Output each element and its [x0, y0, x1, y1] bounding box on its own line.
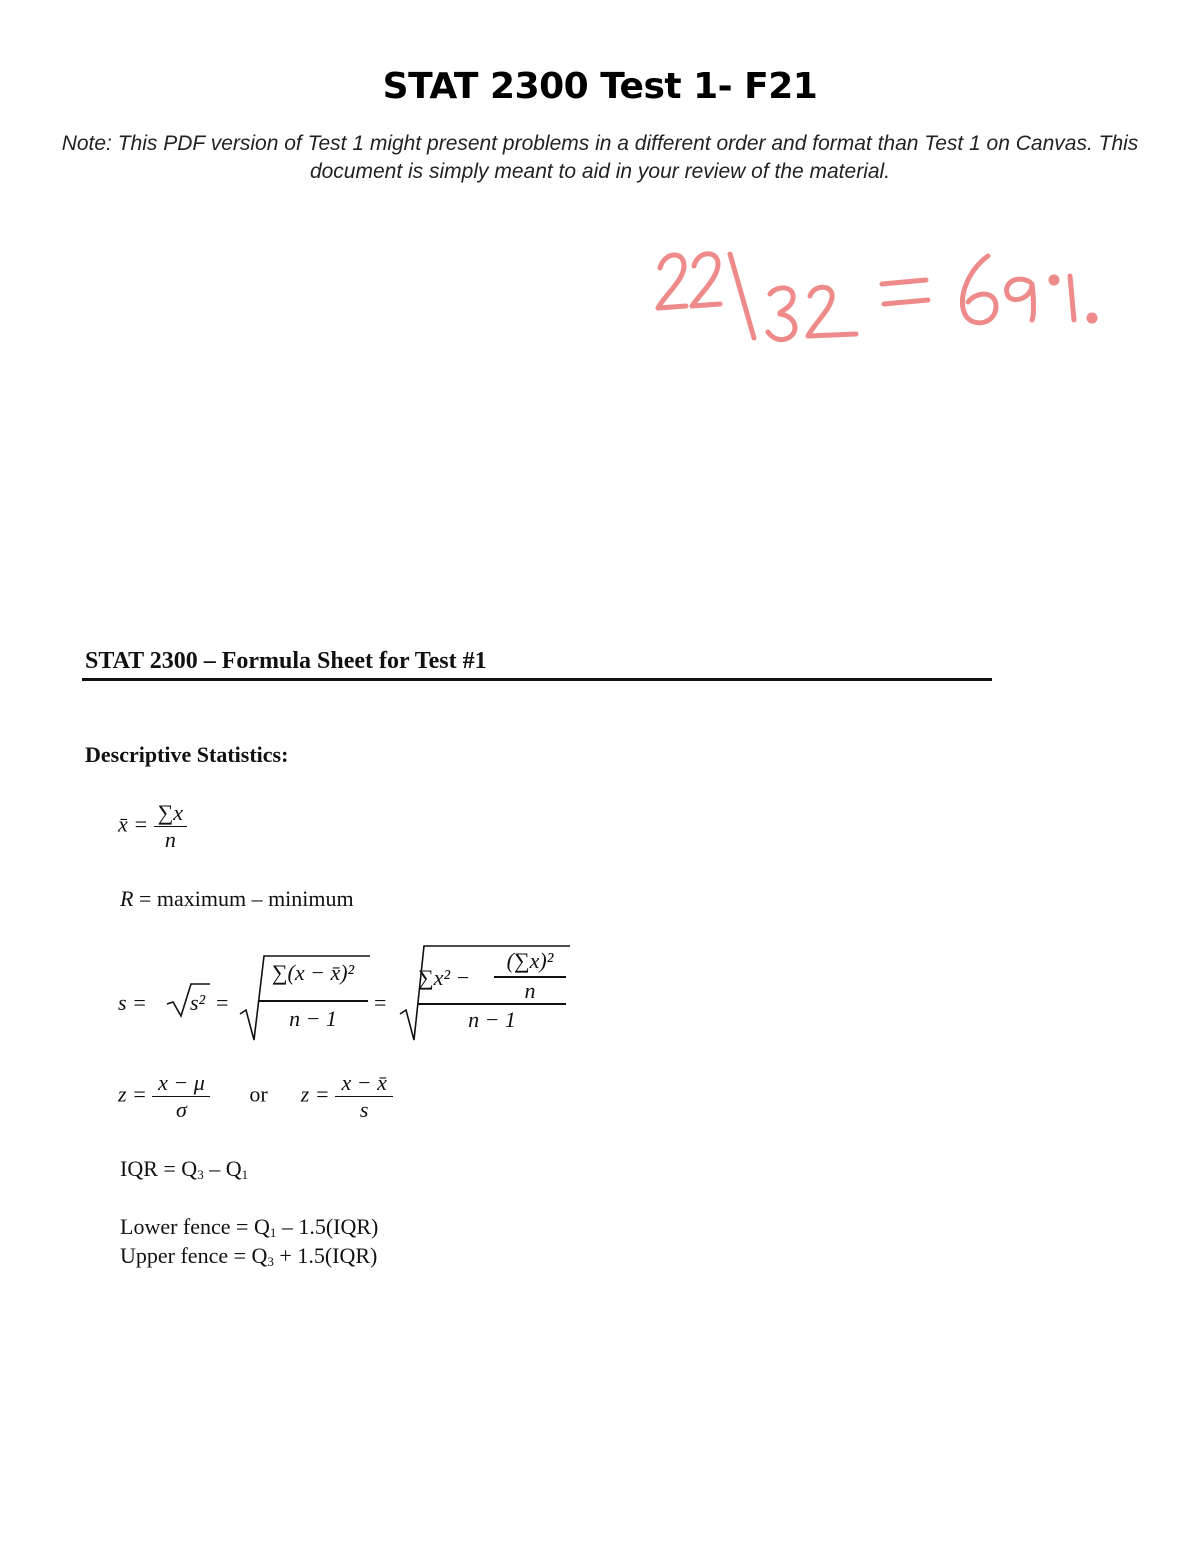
zscore-formula [118, 1070, 393, 1123]
iqr-label: IQR = Q [120, 1156, 198, 1181]
iqr-formula [120, 1156, 248, 1183]
sd-comp-inner-denominator: n [524, 978, 536, 1003]
z-denominator-2: s [359, 1097, 369, 1122]
range-rhs: = maximum – minimum [133, 886, 354, 911]
sd-comp-denominator: n − 1 [468, 1007, 516, 1032]
sd-def-numerator: ∑(x − x̄)² [271, 960, 355, 985]
sd-eq-1: = [216, 990, 229, 1015]
iqr-sub-1: 1 [241, 1167, 249, 1182]
mean-fraction [154, 800, 187, 853]
heading-rule [82, 678, 992, 681]
range-formula [120, 886, 354, 912]
sd-eq-2: = [374, 990, 387, 1015]
lower-fence-sub: 1 [269, 1225, 277, 1240]
z-or: or [249, 1081, 268, 1107]
iqr-mid: – Q [203, 1156, 242, 1181]
document-note: Note: This PDF version of Test 1 might present problems in a different order and format than Test 1 on Canvas. This document is simply meant to aid in your review of the material. [61, 132, 1139, 183]
lower-fence-rest: – 1.5(IQR) [276, 1214, 379, 1239]
sd-comp-numerator-left: ∑x² − [418, 965, 471, 990]
z-fraction-2 [335, 1070, 393, 1123]
sd-comp-fraction-bar [418, 1003, 566, 1005]
range-var: R [120, 886, 134, 911]
z-numerator-2: x − x̄ [335, 1070, 393, 1097]
lower-fence-formula [120, 1214, 378, 1241]
upper-fence-formula [120, 1243, 377, 1270]
formula-sheet-heading: STAT 2300 – Formula Sheet for Test #1 [85, 648, 487, 674]
sd-def-denominator: n − 1 [289, 1006, 337, 1031]
z-numerator-1: x − μ [152, 1070, 210, 1097]
mean-lhs: x̄ = [118, 811, 149, 837]
iqr-sub-3: 3 [197, 1167, 204, 1182]
sd-def-fraction-bar [258, 1000, 368, 1002]
sd-lhs: s = [118, 990, 147, 1015]
upper-fence-label: Upper fence = Q [120, 1243, 268, 1268]
z-fraction-1 [152, 1070, 210, 1123]
mean-numerator: ∑x [154, 800, 187, 827]
sd-sqrt-term: s² [190, 990, 206, 1015]
sd-comp-inner-numerator: (∑x)² [506, 948, 554, 973]
lower-fence-label: Lower fence = Q [120, 1214, 270, 1239]
upper-fence-rest: + 1.5(IQR) [273, 1243, 378, 1268]
z-lhs-1: z = [118, 1081, 147, 1107]
handwritten-score [650, 240, 1120, 350]
upper-fence-sub: 3 [267, 1254, 274, 1269]
section-title: Descriptive Statistics: [85, 742, 289, 767]
mean-formula [118, 800, 187, 853]
mean-denominator: n [164, 827, 176, 852]
document-title: STAT 2300 Test 1- F21 [382, 66, 818, 107]
z-lhs-2: z = [300, 1081, 330, 1107]
z-denominator-1: σ [175, 1097, 187, 1122]
